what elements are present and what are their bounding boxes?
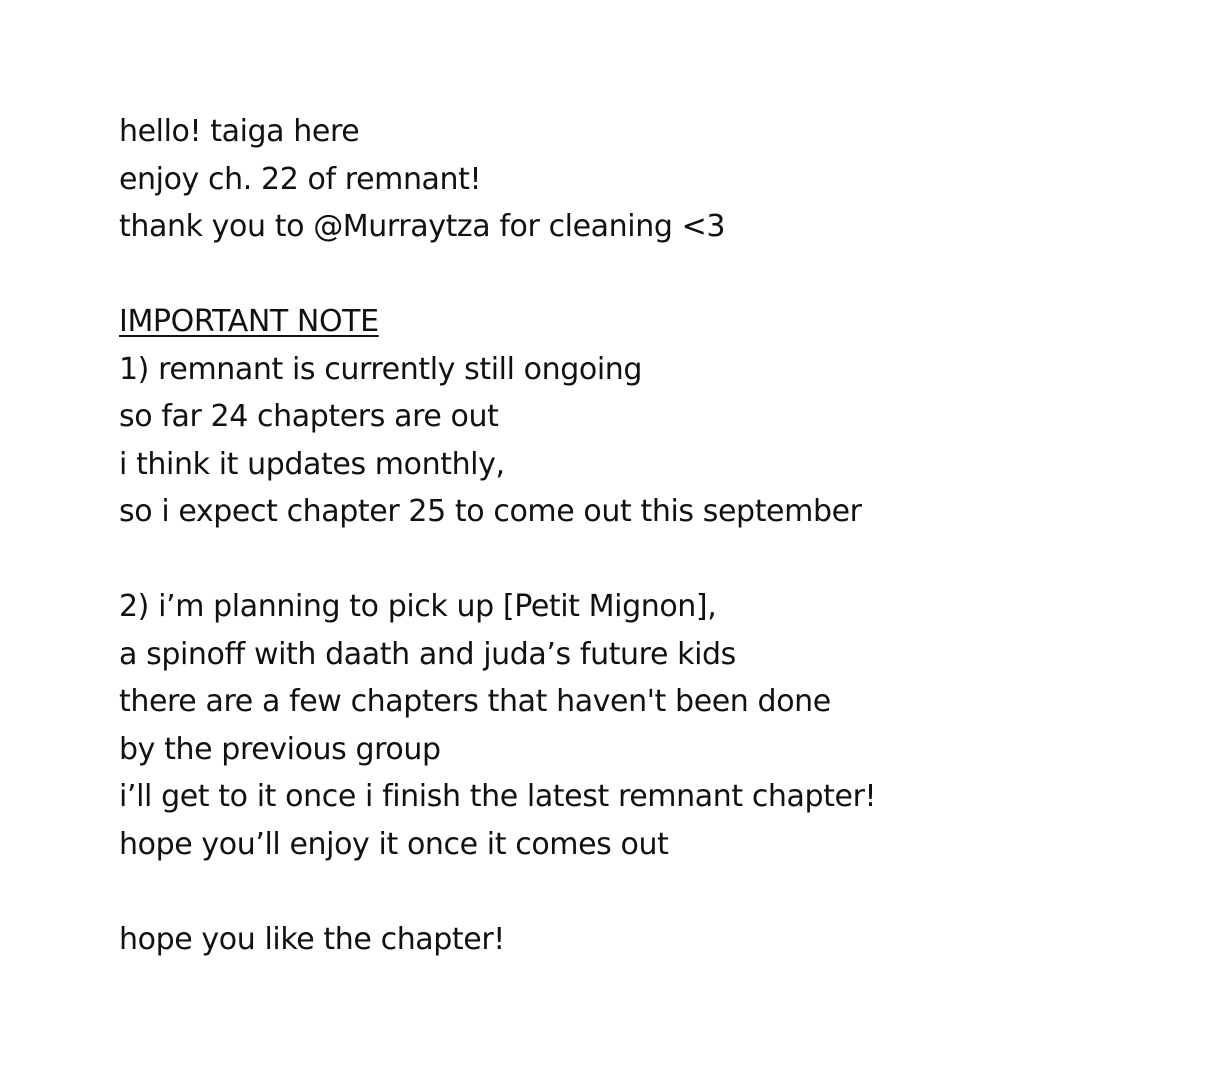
- spacer: [119, 251, 1119, 299]
- note-line: 1) remnant is currently still ongoing: [119, 351, 643, 387]
- spacer: [119, 536, 1119, 584]
- note-line: 2) i’m planning to pick up [Petit Mignon],: [119, 589, 717, 624]
- translator-note: [119, 108, 1119, 963]
- note-line: hope you’ll enjoy it once it comes out: [119, 826, 669, 862]
- note-line: so far 24 chapters are out: [119, 399, 499, 434]
- greeting-line: hello! taiga here: [119, 114, 360, 149]
- note-line: a spinoff with daath and juda’s future kids: [119, 636, 736, 672]
- closing-line: hope you like the chapter!: [119, 921, 505, 957]
- note-line: i’ll get to it once i finish the latest remnant chapter!: [119, 779, 877, 814]
- note-line: by the previous group: [119, 731, 441, 767]
- greeting-line: enjoy ch. 22 of remnant!: [119, 161, 482, 197]
- spacer: [119, 868, 1119, 916]
- credits-line: thank you to @Murraytza for cleaning <3: [119, 209, 726, 244]
- note-line: so i expect chapter 25 to come out this september: [119, 494, 862, 529]
- important-note-heading: IMPORTANT NOTE: [119, 304, 379, 339]
- note-line: there are a few chapters that haven't been done: [119, 684, 831, 719]
- note-line: i think it updates monthly,: [119, 446, 505, 482]
